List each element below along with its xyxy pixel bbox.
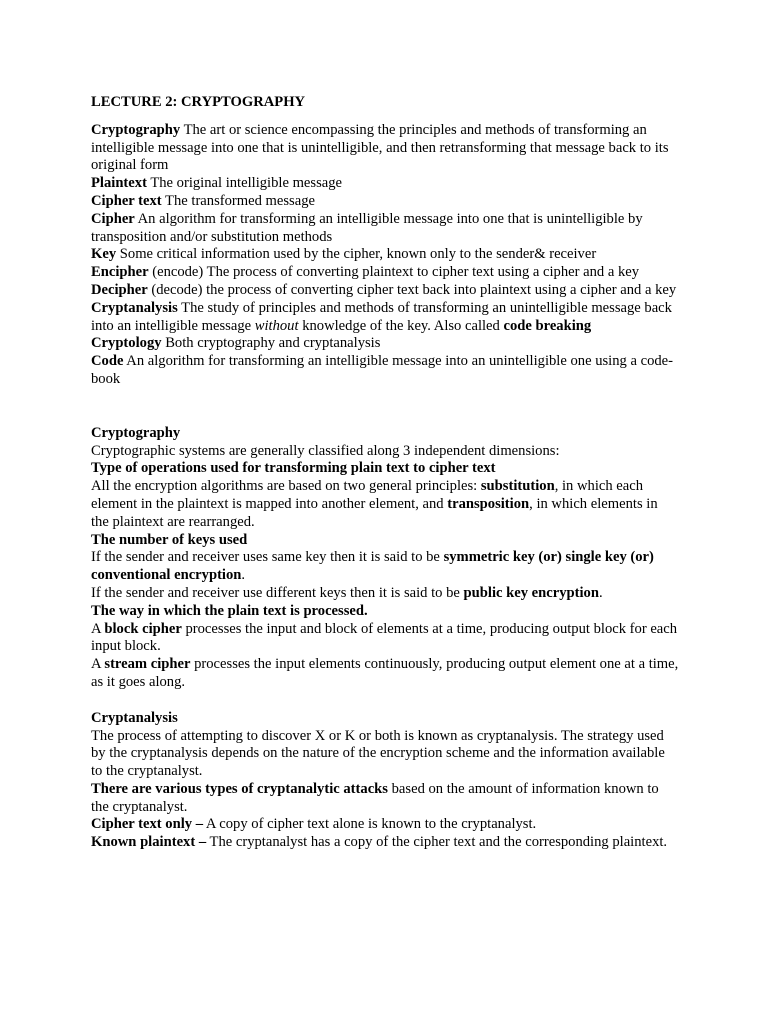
term: Cipher — [91, 210, 135, 227]
text: All the encryption algorithms are based on two general principles: — [91, 478, 481, 495]
heading-text: The way in which the plain text is processed. — [91, 602, 368, 619]
emphasis: without — [254, 317, 299, 334]
definition-plaintext — [91, 175, 679, 193]
document-body — [91, 94, 679, 852]
bold-term: transposition — [447, 495, 530, 512]
text: based on the amount of information known to the cryptanalyst. — [91, 780, 659, 815]
bold-term: There are various types of cryptanalytic attacks — [91, 780, 388, 797]
paragraph-public-key — [91, 585, 679, 603]
definition-text: knowledge of the key. Also called — [298, 317, 504, 334]
term: Code — [91, 353, 124, 370]
paragraph-block-cipher — [91, 621, 679, 657]
heading-text: The number of keys used — [91, 531, 248, 548]
bold-term: substitution — [480, 478, 555, 495]
definition-cryptanalysis — [91, 300, 679, 336]
spacer — [91, 692, 679, 710]
bold-term: public key encryption — [463, 584, 599, 601]
paragraph-attack-types — [91, 781, 679, 817]
term: Cipher text — [91, 192, 162, 209]
term: Key — [91, 246, 117, 263]
text: A copy of cipher text alone is known to the cryptanalyst. — [203, 816, 537, 833]
heading-text: Type of operations used for transforming plain text to cipher text — [91, 460, 496, 477]
spacer — [91, 389, 679, 425]
text: The cryptanalyst has a copy of the cipher text and the corresponding plaintext. — [206, 834, 668, 851]
paragraph-symmetric — [91, 549, 679, 585]
paragraph-cipher-text-only — [91, 816, 679, 834]
term: Encipher — [91, 264, 149, 281]
bold-term: Cipher text only – — [91, 816, 204, 833]
paragraph-known-plaintext — [91, 834, 679, 852]
bold-term: stream cipher — [104, 656, 191, 673]
definition-text: The study of principles and methods of transforming an unintelligible message back into an intelligible message — [91, 299, 672, 334]
text: processes the input and block of elements at a time, producing output block for each input block. — [91, 620, 678, 655]
definition-encipher — [91, 264, 679, 282]
definition-text: Some critical information used by the cipher, known only to the sender& receiver — [116, 246, 597, 263]
bold-term: block cipher — [104, 620, 182, 637]
term: Cryptography — [91, 121, 181, 138]
bold-term: Known plaintext – — [91, 834, 207, 851]
definition-text: (decode) the process of converting cipher text back into plaintext using a cipher and a key — [147, 281, 677, 298]
heading-text: Cryptography — [91, 424, 181, 441]
definition-key — [91, 246, 679, 264]
definition-text: Both cryptography and cryptanalysis — [161, 335, 381, 352]
definition-cipher-text — [91, 193, 679, 211]
paragraph-stream-cipher — [91, 656, 679, 692]
definition-text: (encode) The process of converting plaintext to cipher text using a cipher and a key — [148, 264, 640, 281]
bold-term: symmetric key (or) single key (or) conventional encryption — [91, 549, 654, 584]
section-intro: Cryptographic systems are generally classified along 3 independent dimensions: — [91, 442, 560, 459]
text: , in which each element in the plaintext is mapped into another element, and — [91, 478, 644, 512]
section-heading-cryptography — [91, 425, 679, 443]
text: If the sender and receiver use different keys then it is said to be — [91, 584, 464, 601]
text: . — [241, 567, 246, 584]
term: Plaintext — [91, 175, 147, 192]
term: Decipher — [91, 281, 148, 298]
definition-code — [91, 353, 679, 389]
subheading-keys — [91, 532, 679, 550]
text: . — [598, 584, 603, 601]
subheading-processing — [91, 603, 679, 621]
section-heading-cryptanalysis — [91, 710, 679, 728]
definition-text: The art or science encompassing the principles and methods of transforming an intelligible message into one that is unintelligible, and then retransforming that message back to its original form — [91, 121, 669, 174]
text: processes the input elements continuously, producing output element one at a time, as it goes along. — [91, 656, 679, 690]
text: A — [91, 656, 105, 673]
definition-cryptology — [91, 335, 679, 353]
definition-text: The transformed message — [161, 192, 315, 209]
lecture-title: LECTURE 2: CRYPTOGRAPHY — [91, 94, 306, 110]
term: Cryptanalysis — [91, 299, 178, 316]
definition-decipher — [91, 282, 679, 300]
paragraph-operations — [91, 478, 679, 531]
text: A — [91, 620, 105, 637]
definition-cipher — [91, 211, 679, 247]
bold-term: code breaking — [503, 317, 592, 334]
text: If the sender and receiver uses same key then it is said to be — [91, 549, 444, 566]
definition-text: The original intelligible message — [146, 175, 343, 192]
term: Cryptology — [91, 335, 162, 352]
paragraph-cryptanalysis-intro: The process of attempting to discover X or K or both is known as cryptanalysis. The strategy used by the cryptanalysis depends on the nature of the encryption scheme and the information available to the cryptanalyst. — [91, 727, 665, 780]
subheading-operations — [91, 460, 679, 478]
definition-text: An algorithm for transforming an intelligible message into an unintelligible one using a code-book — [91, 353, 674, 387]
definition-cryptography — [91, 122, 679, 175]
definition-text: An algorithm for transforming an intelligible message into one that is unintelligible by transposition and/or substitution methods — [91, 210, 643, 245]
heading-text: Cryptanalysis — [91, 709, 178, 726]
text: , in which elements in the plaintext are rearranged. — [91, 495, 658, 530]
